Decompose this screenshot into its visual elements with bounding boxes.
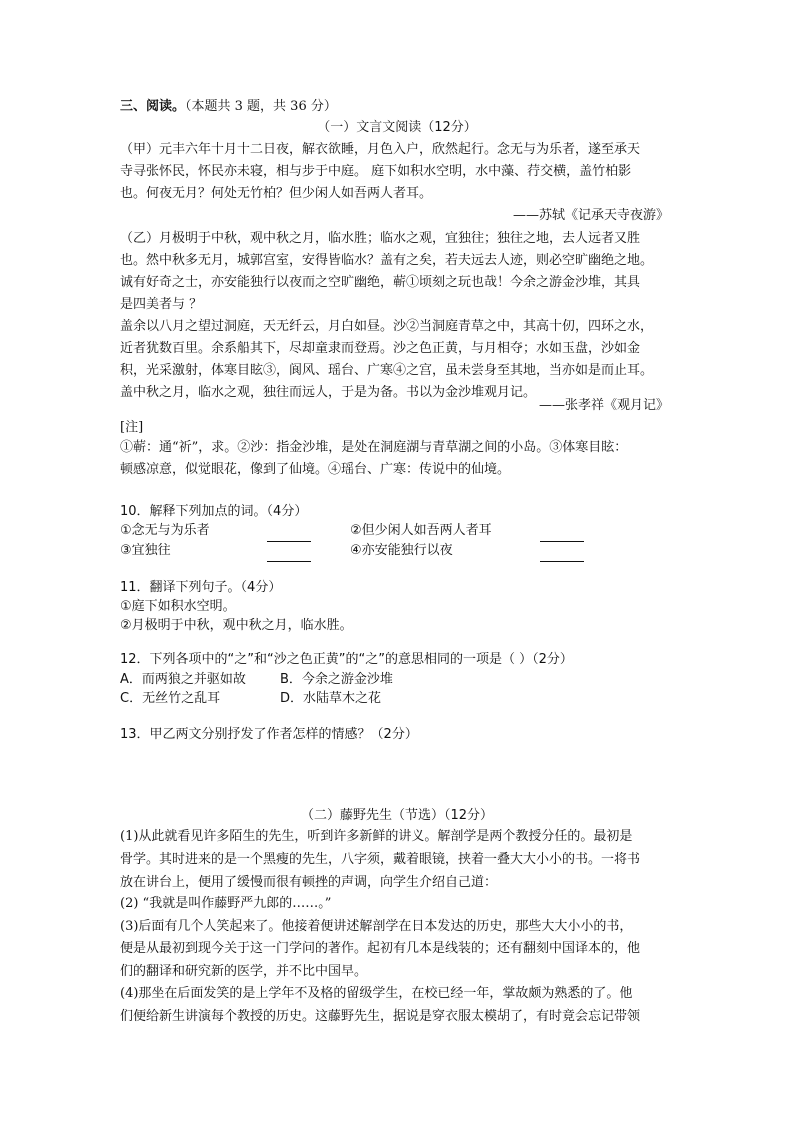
question-12-option: C．无丝竹之乱耳	[120, 691, 221, 706]
passage-b-line: 诚有好奇之士，亦安能独行以夜而之空旷幽绝，蕲①顷刻之玩也哉！今余之游金沙堆，其具	[120, 275, 641, 290]
passage-b-line: 也。然中秋多无月，城郭宫室，安得皆临水？盖有之矣，若夫远去人迹，则必空旷幽绝之地。	[120, 253, 654, 268]
fujino-line: (3)后面有几个人笑起来了。他接着便讲述解剖学在日本发达的历史，那些大大小小的书，	[120, 919, 633, 934]
passage-b-line: 是四美者与 ？	[120, 297, 203, 312]
question-10-item: ②但少闲人如吾两人者耳	[350, 523, 492, 538]
passage-b-source: ——张孝祥《观月记》	[538, 398, 669, 413]
passage-b-line: 盖中秋之月，临水之观，独往而远人，于是为备。书以为金沙堆观月记。	[120, 385, 537, 400]
section-heading-note: （本题共 3 题，共 36 分）	[185, 99, 337, 114]
fujino-line: 骨学。其时进来的是一个黑瘦的先生，八字须，戴着眼镜，挟着一叠大大小小的书。一将书	[120, 852, 641, 867]
question-11-item: ①庭下如积水空明。	[120, 599, 236, 614]
question-10-stem: 10．解释下列加点的词。（4分）	[120, 504, 308, 519]
fujino-line: (1)从此就看见许多陌生的先生，听到许多新鲜的讲义。解剖学是两个教授分任的。最初是	[120, 829, 633, 844]
passage-b-line: （乙）月极明于中秋，观中秋之月，临水胜；临水之观，宜独往；独往之地，去人远者又胜	[120, 231, 641, 246]
passage-a-source: ——苏轼《记承天寺夜游》	[512, 208, 669, 223]
question-10-item: ①念无与为乐者	[120, 523, 210, 538]
fujino-line: 们的翻译和研究新的医学，并不比中国早。	[120, 964, 368, 979]
answer-blank[interactable]	[540, 527, 584, 546]
passage-b-line: 积，光采激射，体寒目眩③，阆风、瑶台、广寒④之宫，虽未尝身至其地，当亦如是而止耳。	[120, 363, 654, 378]
answer-blank[interactable]	[267, 527, 311, 546]
question-13-stem: 13．甲乙两文分别抒发了作者怎样的情感？（2分）	[120, 727, 418, 742]
fujino-line: (2) “我就是叫作藤野严九郎的……。”	[120, 896, 332, 911]
question-12-option: B．今余之游金沙堆	[280, 672, 393, 687]
fujino-title: （二）藤野先生（节选）（12分）	[300, 808, 494, 823]
section-heading-label: 三、阅读。	[120, 99, 186, 114]
question-11-stem: 11．翻译下列句子。（4分）	[120, 580, 282, 595]
passage-b-line: 盖余以八月之望过洞庭，天无纤云，月白如昼。沙②当洞庭青草之中，其高十仞，四环之水，	[120, 319, 654, 334]
question-12-option: D．水陆草木之花	[280, 691, 382, 706]
section-heading	[120, 97, 337, 117]
note-line: 顿感凉意，似觉眼花，像到了仙境。④瑶台、广寒：传说中的仙境。	[120, 462, 511, 477]
passage-a-line: 寺寻张怀民，怀民亦未寝，相与步于中庭。 庭下如积水空明，水中藻、荇交横，盖竹柏影	[120, 164, 632, 179]
question-12-stem: 12．下列各项中的“之”和“沙之色正黄”的“之”的意思相同的一项是（ ）（2分）	[120, 652, 573, 667]
question-12-option: A．而两狼之并驱如故	[120, 672, 246, 687]
passage-a-line: 也。何夜无月？何处无竹柏？但少闲人如吾两人者耳。	[120, 186, 433, 201]
classical-reading-title: （一）文言文阅读（12分）	[317, 120, 477, 135]
question-11-item: ②月极明于中秋，观中秋之月，临水胜。	[120, 618, 353, 633]
notes-label: [注]	[120, 420, 144, 435]
passage-b-line: 近者犹数百里。余系船其下，尽却童隶而登焉。沙之色正黄，与月相夺；水如玉盘，沙如金	[120, 341, 641, 356]
answer-blank[interactable]	[540, 547, 584, 566]
answer-blank[interactable]	[267, 547, 311, 566]
fujino-line: 放在讲台上，便用了缓慢而很有顿挫的声调，向学生介绍自己道：	[120, 875, 498, 890]
question-10-item: ③宜独往	[120, 543, 171, 558]
fujino-line: 们便给新生讲演每个教授的历史。这藤野先生，据说是穿衣服太模胡了，有时竟会忘记带领	[120, 1009, 641, 1024]
note-line: ①蕲：通“祈”，求。②沙：指金沙堆，是处在洞庭湖与青草湖之间的小岛。③体寒目眩：	[120, 440, 628, 455]
fujino-line: (4)那坐在后面发笑的是上学年不及格的留级学生，在校已经一年，掌故颇为熟悉的了。他	[120, 986, 633, 1001]
fujino-line: 便是从最初到现今关于这一门学问的著作。起初有几本是线装的；还有翻刻中国译本的，他	[120, 941, 641, 956]
question-10-item: ④亦安能独行以夜	[350, 543, 453, 558]
passage-a-line: （甲）元丰六年十月十二日夜，解衣欲睡，月色入户，欣然起行。念无与为乐者，遂至承天	[120, 142, 641, 157]
